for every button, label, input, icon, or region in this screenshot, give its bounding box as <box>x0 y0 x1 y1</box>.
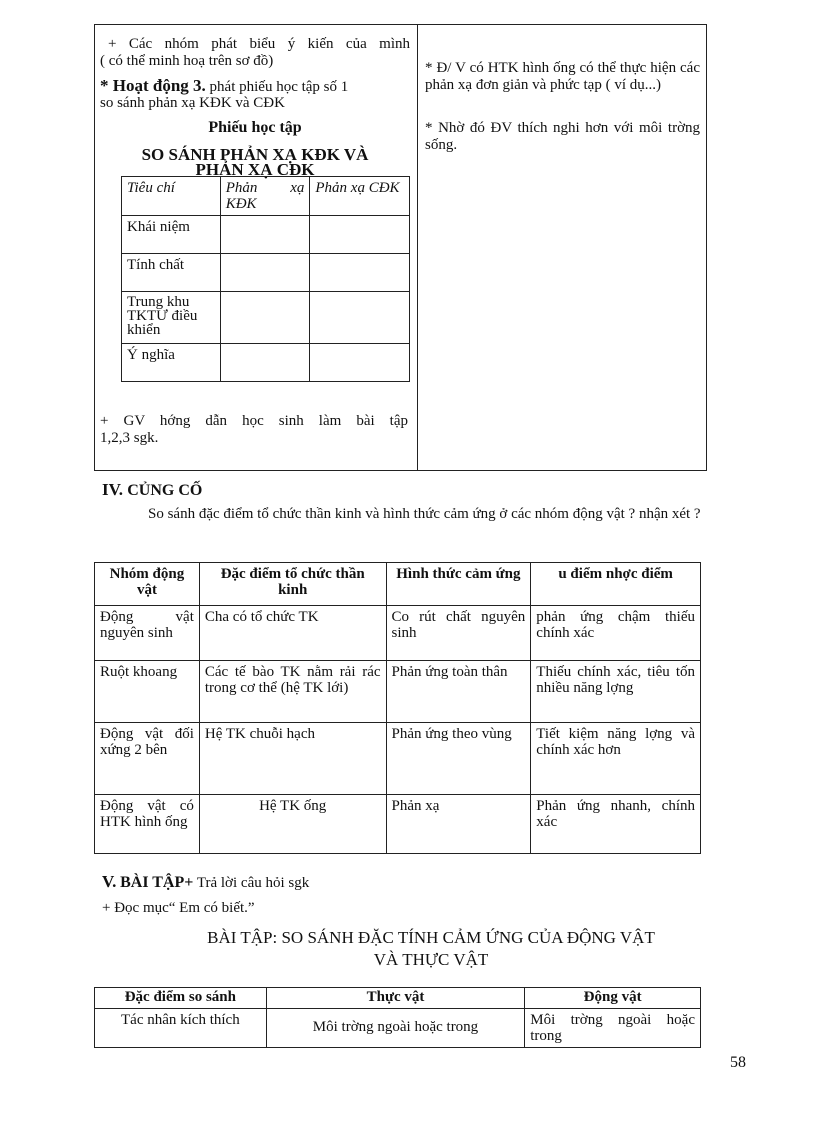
section-4-question: So sánh đặc điểm tổ chức thần kinh và hình thức cảm ứng ở các nhóm động vật ? nhận xét ? <box>148 506 701 522</box>
table-cell <box>310 292 410 344</box>
right-paragraph-1: * Đ/ V có HTK hình ống có thể thực hiện các phản xạ đơn giản và phức tạp ( ví dụ...) <box>425 60 700 93</box>
table-row-label: Ý nghĩa <box>122 344 221 382</box>
column-divider <box>417 24 418 471</box>
table-cell <box>220 292 310 344</box>
table-header: Nhóm động vật <box>95 563 200 606</box>
table-cell: Tác nhân kích thích <box>95 1009 267 1048</box>
table-header: Động vật <box>525 988 701 1009</box>
section-5-line-2: + Đọc mục“ Em có biết.” <box>102 900 255 916</box>
nervous-system-table <box>94 562 701 854</box>
right-paragraph-2: * Nhờ đó ĐV thích nghi hơn với môi trờng sống. <box>425 120 700 153</box>
section-4-heading <box>102 480 202 500</box>
discussion-line-2: ( có thể minh hoạ trên sơ đồ) <box>100 53 274 69</box>
worksheet-title: Phiếu học tập <box>208 119 302 136</box>
table-header: Hình thức cảm ứng <box>386 563 531 606</box>
table-header: Thực vật <box>266 988 525 1009</box>
table-header: Đặc điểm so sánh <box>95 988 267 1009</box>
table-cell: Phản ứng theo vùng <box>386 723 531 795</box>
table-cell <box>220 344 310 382</box>
section-5-line-1: Trả lời câu hỏi sgk <box>193 875 310 891</box>
activity-3-label: * Hoạt động 3. <box>100 76 206 95</box>
table-cell: Môi trờng ngoài hoặc trong <box>525 1009 701 1048</box>
table-cell: Hệ TK chuỗi hạch <box>199 723 386 795</box>
table-cell: Hệ TK ống <box>199 795 386 854</box>
teacher-guide-line-2: 1,2,3 sgk. <box>100 430 159 446</box>
table-cell: Động vật đối xứng 2 bên <box>95 723 200 795</box>
table-cell: Môi trờng ngoài hoặc trong <box>266 1009 525 1048</box>
table-header: Tiêu chí <box>122 177 221 216</box>
section-4-title: CỦNG CỐ <box>127 482 203 499</box>
table-row-label: Trung khu TKTƯ điều khiển <box>122 292 221 344</box>
table-cell <box>310 344 410 382</box>
table-cell: Phản xạ <box>386 795 531 854</box>
table-cell: Tiết kiệm năng lợng và chính xác hơn <box>531 723 701 795</box>
discussion-line-1: + Các nhóm phát biểu ý kiến của mình <box>108 36 410 52</box>
section-5-heading <box>102 872 309 892</box>
table-cell <box>310 254 410 292</box>
compare-title-2: PHẢN XẠ CĐK <box>195 160 315 179</box>
activity-3-line <box>100 77 412 96</box>
exercise-title-2: VÀ THỰC VẬT <box>373 950 489 969</box>
table-cell: Các tế bào TK nằm rải rác trong cơ thể (hệ TK lới) <box>199 661 386 723</box>
table-cell: Phản ứng nhanh, chính xác <box>531 795 701 854</box>
teacher-guide-line-1: + GV hớng dẫn học sinh làm bài tập <box>100 413 408 429</box>
reflex-compare-table <box>121 176 410 382</box>
table-cell: phản ứng chậm thiếu chính xác <box>531 606 701 661</box>
table-row-label: Khái niệm <box>122 216 221 254</box>
compare-title-1: SO SÁNH PHẢN XẠ KĐK VÀ <box>141 145 369 164</box>
section-5-number: V. <box>102 872 117 891</box>
table-cell <box>220 254 310 292</box>
section-4-number: IV. <box>102 480 123 499</box>
table-cell: Phản ứng toàn thân <box>386 661 531 723</box>
table-cell <box>220 216 310 254</box>
section-5-title: BÀI TẬP+ <box>120 874 194 891</box>
table-header: Phản xạ CĐK <box>310 177 410 216</box>
table-cell: Co rút chất nguyên sinh <box>386 606 531 661</box>
table-header: u điểm nhợc điểm <box>531 563 701 606</box>
table-cell: Động vật nguyên sinh <box>95 606 200 661</box>
plant-animal-table <box>94 987 701 1048</box>
exercise-title-1: BÀI TẬP: SO SÁNH ĐẶC TÍNH CẢM ỨNG CỦA ĐỘNG VẬT <box>207 928 655 947</box>
table-cell: Thiếu chính xác, tiêu tốn nhiều năng lợng <box>531 661 701 723</box>
table-cell <box>310 216 410 254</box>
page-number: 58 <box>730 1054 746 1071</box>
table-header: Phản xạ KĐK <box>220 177 310 216</box>
table-cell: Động vật có HTK hình ống <box>95 795 200 854</box>
activity-3-line-2: so sánh phản xạ KĐK và CĐK <box>100 95 285 111</box>
activity-3-text: phát phiếu học tập số 1 <box>205 79 349 95</box>
table-row-label: Tính chất <box>122 254 221 292</box>
table-cell: Ruột khoang <box>95 661 200 723</box>
table-cell: Cha có tổ chức TK <box>199 606 386 661</box>
table-header: Đặc điểm tổ chức thần kinh <box>199 563 386 606</box>
